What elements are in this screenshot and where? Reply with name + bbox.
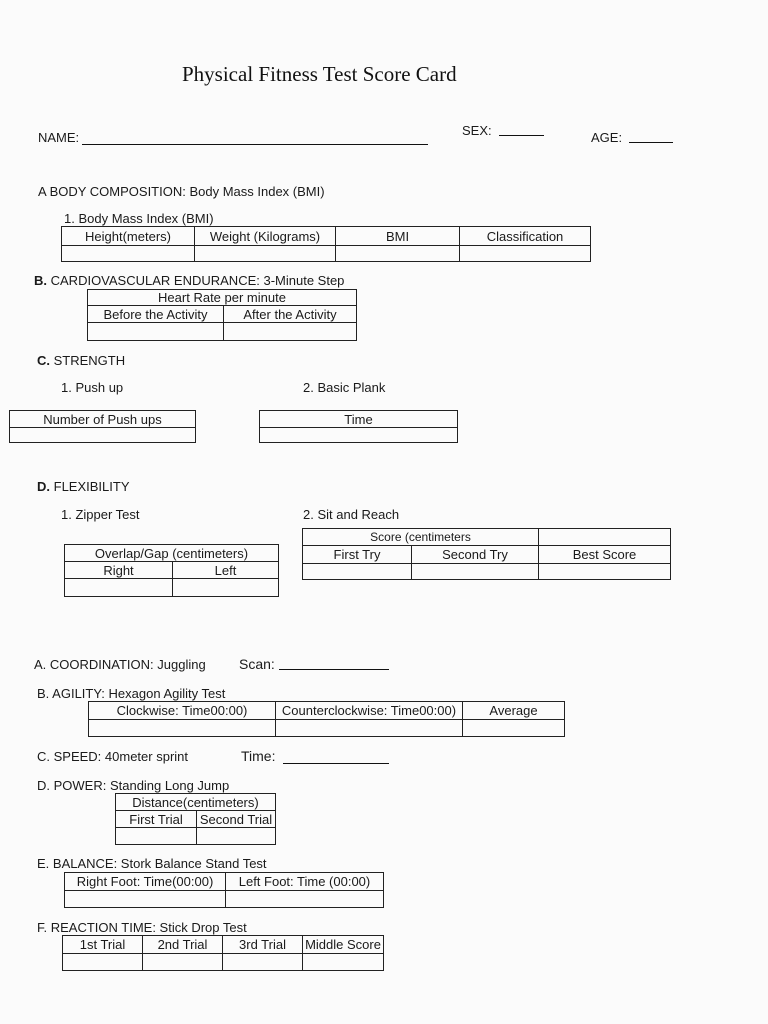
section-flexibility-title: FLEXIBILITY — [53, 479, 130, 494]
best-score-input-cell[interactable] — [539, 564, 671, 580]
section-prefix: D. — [37, 479, 50, 494]
sex-field[interactable] — [499, 135, 544, 136]
col-best-score: Best Score — [539, 546, 671, 564]
counterclockwise-input-cell[interactable] — [276, 720, 463, 737]
section-strength-heading — [37, 353, 125, 368]
time-label: Time: — [241, 748, 276, 764]
reaction-table — [62, 935, 384, 971]
pushup-table — [9, 410, 196, 443]
zipper-subheading: 1. Zipper Test — [61, 507, 140, 522]
sit-reach-subheading: 2. Sit and Reach — [303, 507, 400, 522]
section-strength-title: STRENGTH — [53, 353, 126, 368]
col-right-foot: Right Foot: Time(00:00) — [65, 873, 226, 891]
first-try-input-cell[interactable] — [303, 564, 412, 580]
section-prefix: C. — [37, 353, 50, 368]
col-classification: Classification — [460, 227, 591, 246]
col-plank-time: Time — [260, 411, 458, 428]
middle-score-input-cell[interactable] — [303, 954, 384, 971]
section-coordination-heading: A. COORDINATION: Juggling — [34, 657, 206, 672]
sit-reach-blank-header — [539, 529, 671, 546]
agility-table — [88, 701, 565, 737]
reaction-3rd-input-cell[interactable] — [223, 954, 303, 971]
col-left: Left — [173, 562, 279, 579]
before-activity-input-cell[interactable] — [88, 323, 224, 341]
right-foot-input-cell[interactable] — [65, 891, 226, 908]
col-before-activity: Before the Activity — [88, 306, 224, 323]
col-right: Right — [65, 562, 173, 579]
classification-input-cell[interactable] — [460, 246, 591, 262]
zipper-group-header: Overlap/Gap (centimeters) — [65, 545, 279, 562]
section-balance-heading: E. BALANCE: Stork Balance Stand Test — [37, 856, 267, 871]
weight-input-cell[interactable] — [195, 246, 336, 262]
section-body-composition-heading: A BODY COMPOSITION: Body Mass Index (BMI) — [38, 184, 325, 199]
zipper-table — [64, 544, 279, 597]
sex-label: SEX: — [462, 123, 492, 138]
section-speed-heading: C. SPEED: 40meter sprint — [37, 749, 188, 764]
pushup-subheading: 1. Push up — [61, 380, 124, 395]
bmi-input-cell[interactable] — [336, 246, 460, 262]
col-height: Height(meters) — [62, 227, 195, 246]
scan-label: Scan: — [239, 656, 275, 672]
name-label: NAME: — [38, 130, 80, 145]
section-reaction-heading: F. REACTION TIME: Stick Drop Test — [37, 920, 247, 935]
col-first-trial: First Trial — [116, 811, 197, 828]
bmi-table — [61, 226, 591, 262]
pushup-input-cell[interactable] — [10, 428, 196, 443]
balance-table — [64, 872, 384, 908]
age-field[interactable] — [629, 142, 673, 143]
second-trial-input-cell[interactable] — [197, 828, 276, 845]
col-second-trial: Second Trial — [197, 811, 276, 828]
sit-reach-group-header: Score (centimeters — [303, 529, 539, 546]
section-cardio-title: CARDIOVASCULAR ENDURANCE: 3-Minute Step — [50, 273, 345, 288]
col-1st-trial: 1st Trial — [63, 936, 143, 954]
col-average: Average — [463, 702, 565, 720]
clockwise-input-cell[interactable] — [89, 720, 276, 737]
col-middle-score: Middle Score — [303, 936, 384, 954]
height-input-cell[interactable] — [62, 246, 195, 262]
after-activity-input-cell[interactable] — [224, 323, 357, 341]
col-number-of-pushups: Number of Push ups — [10, 411, 196, 428]
left-foot-input-cell[interactable] — [226, 891, 384, 908]
col-weight: Weight (Kilograms) — [195, 227, 336, 246]
section-power-heading: D. POWER: Standing Long Jump — [37, 778, 230, 793]
heart-rate-group-header: Heart Rate per minute — [88, 290, 357, 306]
reaction-1st-input-cell[interactable] — [63, 954, 143, 971]
zipper-right-input-cell[interactable] — [65, 579, 173, 597]
plank-table — [259, 410, 458, 443]
scan-field[interactable] — [279, 669, 389, 670]
section-prefix: B. — [34, 273, 47, 288]
col-after-activity: After the Activity — [224, 306, 357, 323]
plank-input-cell[interactable] — [260, 428, 458, 443]
sit-reach-table — [302, 528, 671, 580]
sprint-time-field[interactable] — [283, 763, 389, 764]
section-agility-heading: B. AGILITY: Hexagon Agility Test — [37, 686, 226, 701]
long-jump-group-header: Distance(centimeters) — [116, 794, 276, 811]
first-trial-input-cell[interactable] — [116, 828, 197, 845]
col-2nd-trial: 2nd Trial — [143, 936, 223, 954]
section-cardio-heading — [34, 273, 344, 288]
average-input-cell[interactable] — [463, 720, 565, 737]
col-left-foot: Left Foot: Time (00:00) — [226, 873, 384, 891]
name-field[interactable] — [82, 144, 428, 145]
col-bmi: BMI — [336, 227, 460, 246]
col-first-try: First Try — [303, 546, 412, 564]
col-clockwise: Clockwise: Time00:00) — [89, 702, 276, 720]
second-try-input-cell[interactable] — [412, 564, 539, 580]
page-title: Physical Fitness Test Score Card — [182, 62, 457, 86]
reaction-2nd-input-cell[interactable] — [143, 954, 223, 971]
col-3rd-trial: 3rd Trial — [223, 936, 303, 954]
long-jump-table — [115, 793, 276, 845]
heart-rate-table — [87, 289, 357, 341]
section-flexibility-heading — [37, 479, 130, 494]
plank-subheading: 2. Basic Plank — [303, 380, 386, 395]
col-second-try: Second Try — [412, 546, 539, 564]
col-counterclockwise: Counterclockwise: Time00:00) — [276, 702, 463, 720]
bmi-subheading: 1. Body Mass Index (BMI) — [64, 211, 214, 226]
zipper-left-input-cell[interactable] — [173, 579, 279, 597]
age-label: AGE: — [591, 130, 623, 145]
